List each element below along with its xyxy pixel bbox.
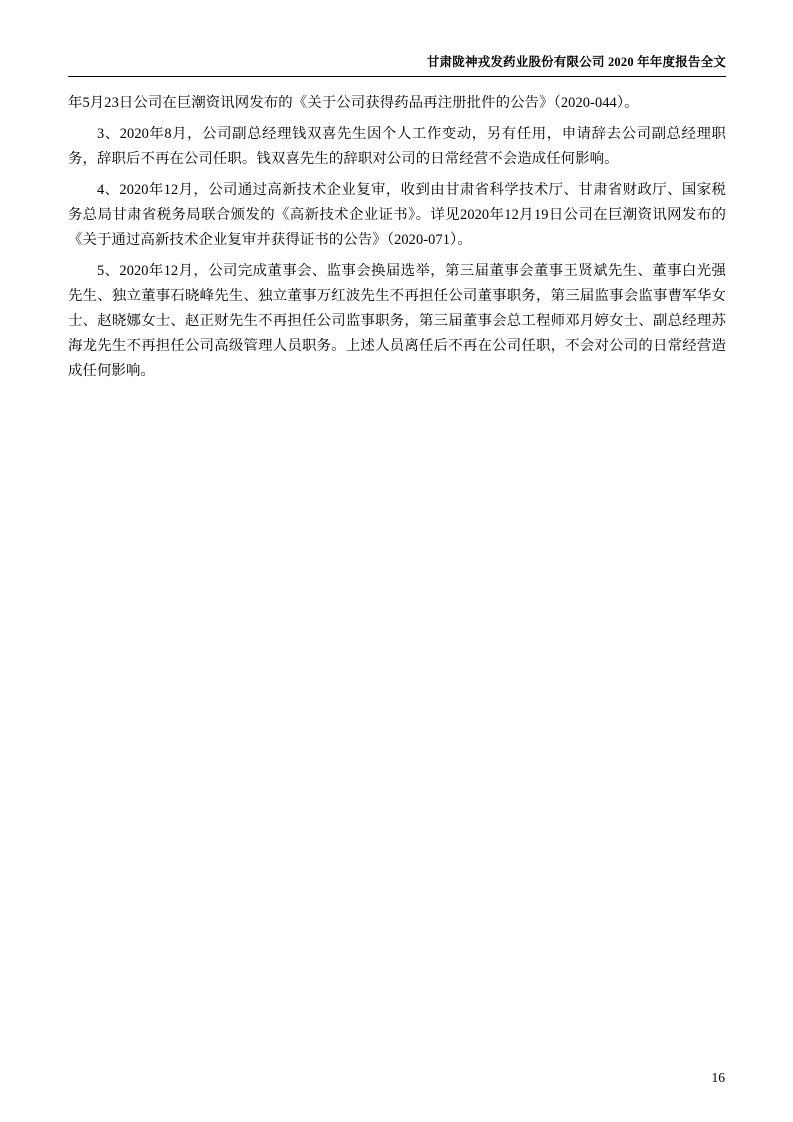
paragraph-item-3: 3、2020年8月，公司副总经理钱双喜先生因个人工作变动，另有任用，申请辞去公司副总经理职务，辞职后不再在公司任职。钱双喜先生的辞职对公司的日常经营不会造成任何影响。 — [68, 126, 726, 167]
paragraph-continuation: 年5月23日公司在巨潮资讯网发布的《关于公司获得药品再注册批件的公告》（2020-044）。 — [68, 95, 639, 111]
paragraph-item-4: 4、2020年12月，公司通过高新技术企业复审，收到由甘肃省科学技术厅、甘肃省财政厅、国家税务总局甘肃省税务局联合颁发的《高新技术企业证书》。详见2020年12月19日公司在巨潮资讯网发布的《关于通过高新技术企业复审并获得证书的公告》（2020-071）。 — [68, 182, 726, 248]
page-content — [68, 52, 726, 390]
header-divider — [68, 76, 726, 77]
paragraph-item-5: 5、2020年12月，公司完成董事会、监事会换届选举，第三届董事会董事王贤斌先生、董事白光强先生、独立董事石晓峰先生、独立董事万红波先生不再担任公司董事职务，第三届监事会监事曹军华女士、赵晓娜女士、赵正财先生不再担任公司监事职务，第三届董事会总工程师邓月婷女士、副总经理苏海龙先生不再担任公司高级管理人员职务。上述人员离任后不再在公司任职，不会对公司的日常经营造成任何影响。 — [68, 263, 726, 379]
page-number: 16 — [711, 1070, 725, 1085]
page-header: 甘肃陇神戎发药业股份有限公司 2020 年年度报告全文 — [426, 55, 726, 69]
